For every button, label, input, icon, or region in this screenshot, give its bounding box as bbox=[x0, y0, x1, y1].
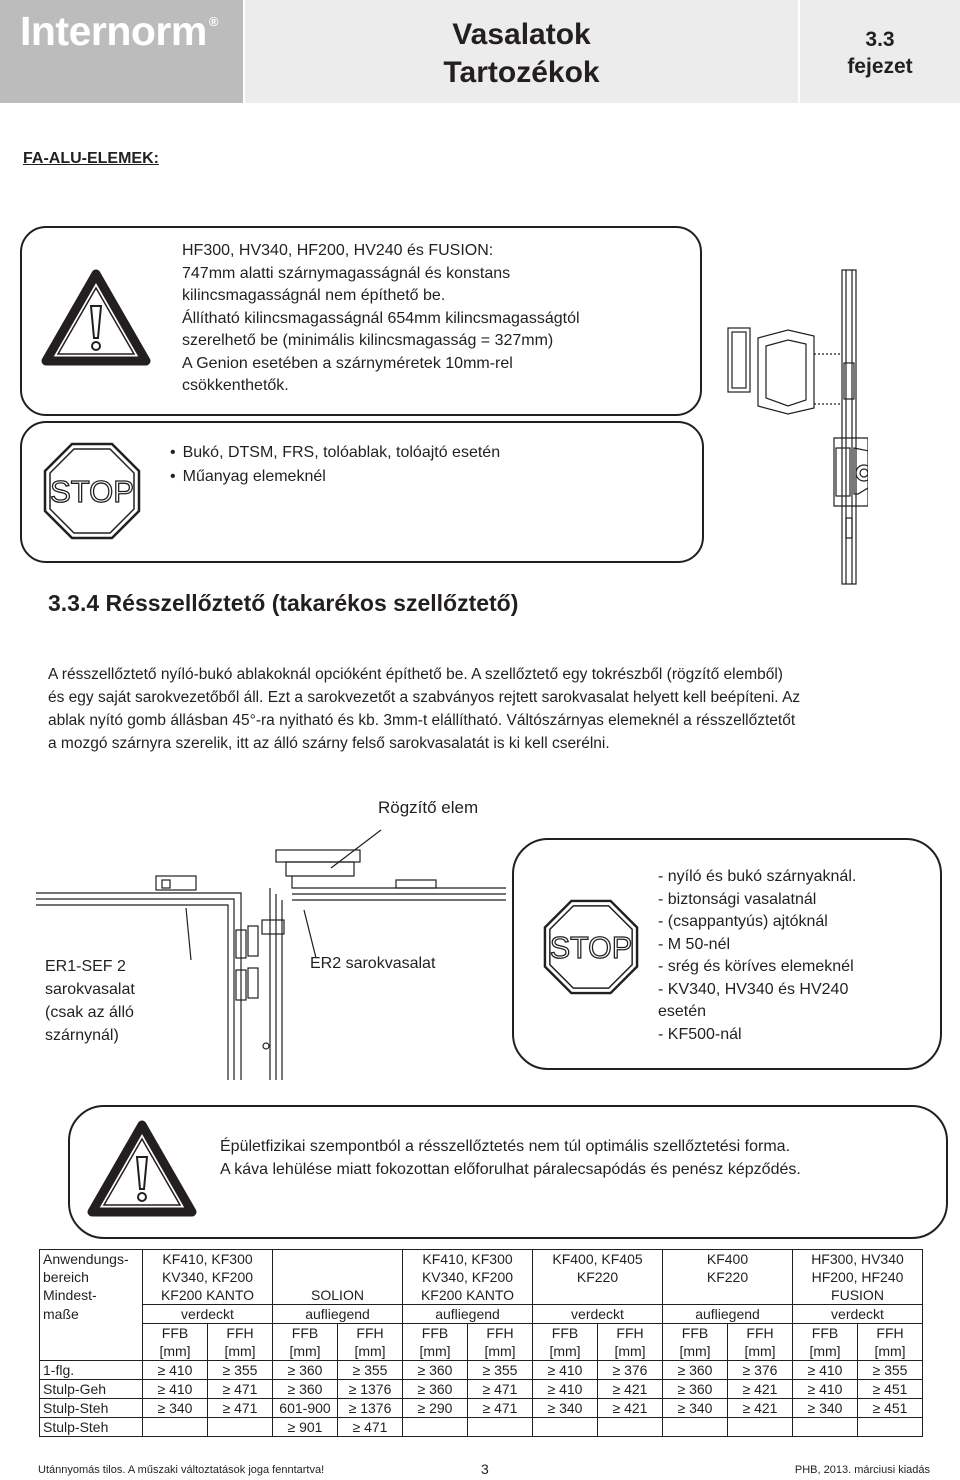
minimum-dimensions-table bbox=[39, 1249, 923, 1437]
description-paragraph: A résszellőztető nyíló-bukó ablakoknál opcióként építhető be. A szellőztető egy tokrészből (rögzítő elemből) és egy saját sarokvezetőből áll. Ezt a sarokvezetőt a szabványos rejtett sarokvasalat helyett kell beépíteni. Az ablak nyító gomb állásban 45°-ra nyitható és kb. 3mm-t elállítható. Váltószárnyas elemeknél a résszellőztetőt a mozgó szárnyra szerelik, itt az álló szárny felső sarokvasalatát is ki kell cserélni. bbox=[48, 666, 801, 752]
list-item: - KV340, HV340 és HV240 bbox=[658, 980, 849, 998]
table-cell: ≥ 360 bbox=[273, 1361, 338, 1380]
er2-label: ER2 sarokvasalat bbox=[310, 955, 436, 972]
table-cell bbox=[858, 1418, 923, 1437]
table-cell: ≥ 901 bbox=[273, 1418, 338, 1437]
table-cell: ≥ 410 bbox=[533, 1361, 598, 1380]
table-cell: ≥ 360 bbox=[663, 1361, 728, 1380]
table-cell: ≥ 410 bbox=[793, 1361, 858, 1380]
table-cell: ≥ 410 bbox=[143, 1380, 208, 1399]
page-number: 3 bbox=[481, 1461, 489, 1477]
table-cell: ≥ 1376 bbox=[338, 1380, 403, 1399]
warning-text: HF300, HV340, HF200, HV240 és FUSION: 747mm alatti szárnymagasságnál és konstans kilincsmagasságnál nem építhető be. Állítható kilincsmagasságnál 654mm kilincsmagasságtól szerelhető be (minimális kilincsmagasság = 327mm) A Genion esetében a szárnyméretek 10mm-rel csökkenthetők. bbox=[182, 242, 580, 394]
header-title-block bbox=[245, 0, 798, 103]
page-title: Vasalatok Tartozékok bbox=[443, 18, 600, 89]
table-row: Stulp-Geh ≥ 410 ≥ 471 ≥ 360 ≥ 1376 ≥ 360 ≥ 471 ≥ 410 ≥ 421 ≥ 360 ≥ 421 ≥ 410 ≥ 451 bbox=[40, 1380, 923, 1399]
table-cell: ≥ 355 bbox=[858, 1361, 923, 1380]
brand-logo: Internorm ® bbox=[20, 8, 218, 54]
table-cell: ≥ 340 bbox=[533, 1399, 598, 1418]
table-row: [mm] [mm] [mm] [mm] [mm] [mm] [mm] [mm] [mm] [mm] [mm] [mm] bbox=[40, 1342, 923, 1361]
table-cell: ≥ 471 bbox=[208, 1399, 273, 1418]
table-row: FFB FFH FFB FFH FFB FFH FFB FFH FFB FFH FFB FFH bbox=[40, 1324, 923, 1343]
table-cell: ≥ 421 bbox=[598, 1399, 663, 1418]
footer-edition: PHB, 2013. márciusi kiadás bbox=[794, 1464, 930, 1476]
warning-box bbox=[20, 226, 702, 416]
list-item: - nyíló és bukó szárnyaknál. bbox=[658, 868, 857, 885]
list-item: - srég és köríves elemeknél bbox=[658, 958, 854, 975]
table-cell bbox=[663, 1418, 728, 1437]
brand-block bbox=[0, 0, 243, 103]
section-title: FA-ALU-ELEMEK: bbox=[23, 150, 159, 167]
list-item: - biztonsági vasalatnál bbox=[658, 890, 817, 908]
section-heading: 3.3.4 Résszellőztető (takarékos szellőztető) bbox=[48, 590, 519, 616]
table-cell: ≥ 421 bbox=[598, 1380, 663, 1399]
table-cell: ≥ 360 bbox=[403, 1361, 468, 1380]
table-cell: ≥ 340 bbox=[793, 1399, 858, 1418]
table-cell: ≥ 355 bbox=[338, 1361, 403, 1380]
stop-sign-icon bbox=[42, 441, 142, 541]
rogzito-elem-label: Rögzítő elem bbox=[378, 798, 479, 817]
table-cell: ≥ 410 bbox=[533, 1380, 598, 1399]
svg-text:STOP: STOP bbox=[50, 474, 134, 509]
table-row: Anwendungs- KF410, KF300 KF410, KF300 KF400, KF405 KF400 HF300, HV340 bbox=[40, 1250, 923, 1269]
table-cell: ≥ 360 bbox=[663, 1380, 728, 1399]
table-row: bereich KV340, KF200 KV340, KF200 KF220 KF220 HF200, HF240 bbox=[40, 1268, 923, 1286]
table-cell bbox=[143, 1418, 208, 1437]
table-cell: ≥ 340 bbox=[143, 1399, 208, 1418]
table-row: Mindest- KF200 KANTO SOLION KF200 KANTO FUSION bbox=[40, 1286, 923, 1305]
table-cell bbox=[598, 1418, 663, 1437]
table-row: Stulp-Steh ≥ 340 ≥ 471 601-900 ≥ 1376 ≥ 290 ≥ 471 ≥ 340 ≥ 421 ≥ 340 ≥ 421 ≥ 340 ≥ 451 bbox=[40, 1399, 923, 1418]
table-cell: ≥ 410 bbox=[793, 1380, 858, 1399]
hardware-drawing bbox=[718, 268, 868, 588]
warning-text: Épületfizikai szempontból a résszellőztetés nem túl optimális szellőztetési forma. A káva lehülése miatt fokozottan előforulhat páralecsapódás és penész képződés. bbox=[220, 1138, 801, 1178]
table-cell bbox=[403, 1418, 468, 1437]
stop-box bbox=[20, 421, 704, 563]
table-row: maße verdeckt aufliegend aufliegend verdeckt aufliegend verdeckt bbox=[40, 1305, 923, 1324]
table-cell: ≥ 360 bbox=[273, 1380, 338, 1399]
table-cell: ≥ 376 bbox=[728, 1361, 793, 1380]
footer-copyright: Utánnyomás tilos. A műszaki változtatások joga fenntartva! bbox=[38, 1464, 325, 1476]
table-row: 1-flg. ≥ 410 ≥ 355 ≥ 360 ≥ 355 ≥ 360 ≥ 355 ≥ 410 ≥ 376 ≥ 360 ≥ 376 ≥ 410 ≥ 355 bbox=[40, 1361, 923, 1380]
svg-text:STOP: STOP bbox=[549, 930, 633, 965]
table-cell: ≥ 376 bbox=[598, 1361, 663, 1380]
list-item: - M 50-nél bbox=[658, 935, 731, 953]
page-header bbox=[0, 0, 960, 103]
table-cell: ≥ 1376 bbox=[338, 1399, 403, 1418]
warning-triangle-icon bbox=[86, 1119, 198, 1219]
table-cell: ≥ 421 bbox=[728, 1380, 793, 1399]
list-item: - (csappantyús) ajtóknál bbox=[658, 913, 828, 930]
stop-sign-icon bbox=[542, 898, 640, 996]
table-row: Stulp-Steh ≥ 901 ≥ 471 bbox=[40, 1418, 923, 1437]
er1-label: ER1-SEF 2 sarokvasalat (csak az álló szárnynál) bbox=[45, 958, 135, 1044]
stop-list bbox=[658, 866, 856, 1046]
stop-box bbox=[512, 838, 942, 1070]
table-cell bbox=[793, 1418, 858, 1437]
list-item: - KF500-nál bbox=[658, 1025, 742, 1043]
list-item: • Bukó, DTSM, FRS, tolóablak, tolóajtó esetén bbox=[170, 441, 500, 465]
table-cell: ≥ 355 bbox=[468, 1361, 533, 1380]
table-cell: ≥ 471 bbox=[338, 1418, 403, 1437]
list-item: esetén bbox=[658, 1003, 707, 1020]
stop-bullet-list bbox=[170, 441, 500, 489]
list-item: • Műanyag elemeknél bbox=[170, 465, 500, 489]
table-cell: ≥ 451 bbox=[858, 1380, 923, 1399]
table-cell: ≥ 471 bbox=[468, 1399, 533, 1418]
table-cell bbox=[468, 1418, 533, 1437]
table-cell: ≥ 471 bbox=[468, 1380, 533, 1399]
table-cell: ≥ 290 bbox=[403, 1399, 468, 1418]
chapter-label: 3.3 fejezet bbox=[847, 28, 913, 78]
table-cell: ≥ 451 bbox=[858, 1399, 923, 1418]
table-cell: ≥ 360 bbox=[403, 1380, 468, 1399]
table-cell: ≥ 355 bbox=[208, 1361, 273, 1380]
warning-triangle-icon bbox=[40, 268, 152, 368]
table-cell bbox=[533, 1418, 598, 1437]
table-cell bbox=[728, 1418, 793, 1437]
table-cell: ≥ 471 bbox=[208, 1380, 273, 1399]
warning-box bbox=[68, 1105, 948, 1239]
table-cell: 601-900 bbox=[273, 1399, 338, 1418]
table-cell: ≥ 410 bbox=[143, 1361, 208, 1380]
table-cell bbox=[208, 1418, 273, 1437]
table-cell: ≥ 421 bbox=[728, 1399, 793, 1418]
table-cell: ≥ 340 bbox=[663, 1399, 728, 1418]
chapter-block bbox=[800, 0, 960, 103]
